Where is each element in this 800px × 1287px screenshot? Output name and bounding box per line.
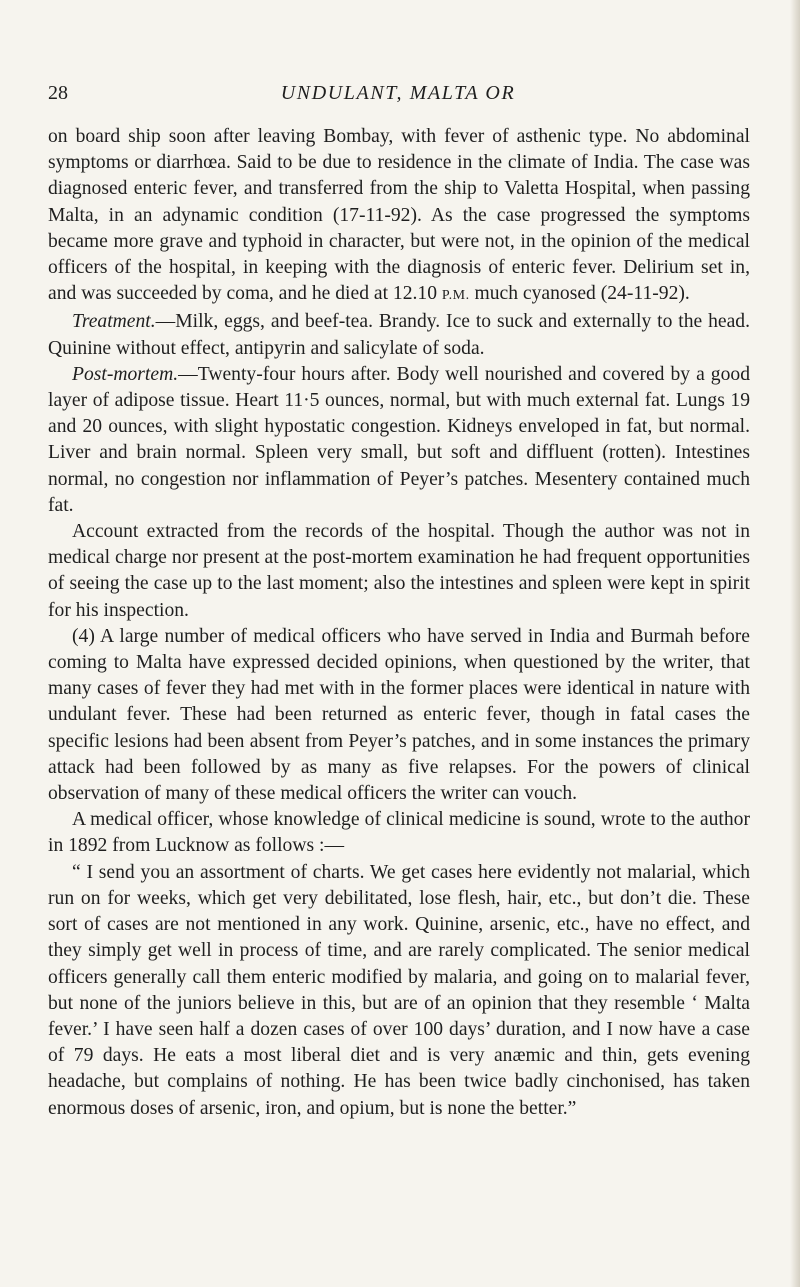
body-text — [48, 124, 750, 1122]
paragraph-letter-quote: “ I send you an assortment of charts. We get cases here evidently not malarial, which run on for weeks, which get very debilitated, lose flesh, hair, etc., but don’t die. These sort of cases are not mentioned in any work. Quinine, arsenic, etc., have no effect, and they simply get well in process of time, and are rarely complicated. The senior medical officers generally call them enteric modified by malaria, and going on to malarial fever, but none of the juniors believe in this, but are of an opinion that they resemble ‘ Malta fever.’ I have seen half a dozen cases of over 100 days’ duration, and I now have a case of 79 days. He eats a most liberal diet and is very anæmic and thin, gets evening headache, but complains of nothing. He has been twice badly cinchonised, has taken enormous doses of arsenic, iron, and opium, but is none the better.” — [48, 861, 750, 1119]
page-edge-shadow — [790, 0, 800, 1287]
paragraph-letter-intro: A medical officer, whose knowledge of clinical medicine is sound, wrote to the author in 1892 from Lucknow as follows :— — [48, 809, 750, 857]
paragraph-account: Account extracted from the records of the hospital. Though the author was not in medical charge nor present at the post-mortem examination he had frequent opportunities of seeing the case up to the last moment; also the intestines and spleen were kept in spirit for his inspection. — [48, 521, 750, 621]
time-suffix: P.M. — [441, 288, 470, 304]
paragraph-india-burmah: (4) A large number of medical officers who have served in India and Burmah before coming to Malta have expressed decided opinions, when questioned by the writer, that many cases of fever they had met with in the former places were identical in nature with undulant fever. These had been returned as enteric fever, though in fatal cases the specific lesions had been absent from Peyer’s patches, and in some instances the primary attack had been followed by as many as five relapses. For the powers of clinical observation of many of these medical officers the writer can vouch. — [48, 625, 750, 805]
paragraph-treatment: Treatment.—Milk, eggs, and beef-tea. Brandy. Ice to suck and externally to the head. Quinine without effect, antipyrin and salicylate of soda. — [48, 311, 750, 359]
running-title: UNDULANT, MALTA OR — [280, 82, 516, 104]
post-mortem-heading: Post-mortem. — [72, 363, 179, 385]
paragraph-case-history: on board ship soon after leaving Bombay, with fever of asthenic type. No abdominal symptoms or diarrhœa. Said to be due to residence in the climate of India. The case was diagnosed enteric fever, and transferred from the ship to Valetta Hospital, when passing Malta, in an adynamic condition (17-11-92). As the case progressed the symptoms became more grave and typhoid in character, but were not, in the opinion of the medical officers of the hospital, in keeping with the diagnosis of enteric fever. Delirium set in, and was succeeded by coma, and he died at 12.10 P.M. much cyanosed (24-11-92). — [48, 126, 750, 305]
treatment-heading: Treatment. — [72, 311, 156, 333]
paragraph-post-mortem: Post-mortem.—Twenty-four hours after. Body well nourished and covered by a good layer of adipose tissue. Heart 11·5 ounces, normal, but with much external fat. Lungs 19 and 20 ounces, with slight hypostatic congestion. Kidneys enveloped in fat, but normal. Liver and brain normal. Spleen very small, but soft and diffluent (rotten). Intestines normal, no congestion nor inflammation of Peyer’s patches. Mesentery contained much fat. — [48, 363, 750, 516]
page-header — [48, 82, 748, 112]
page-number: 28 — [48, 82, 68, 104]
